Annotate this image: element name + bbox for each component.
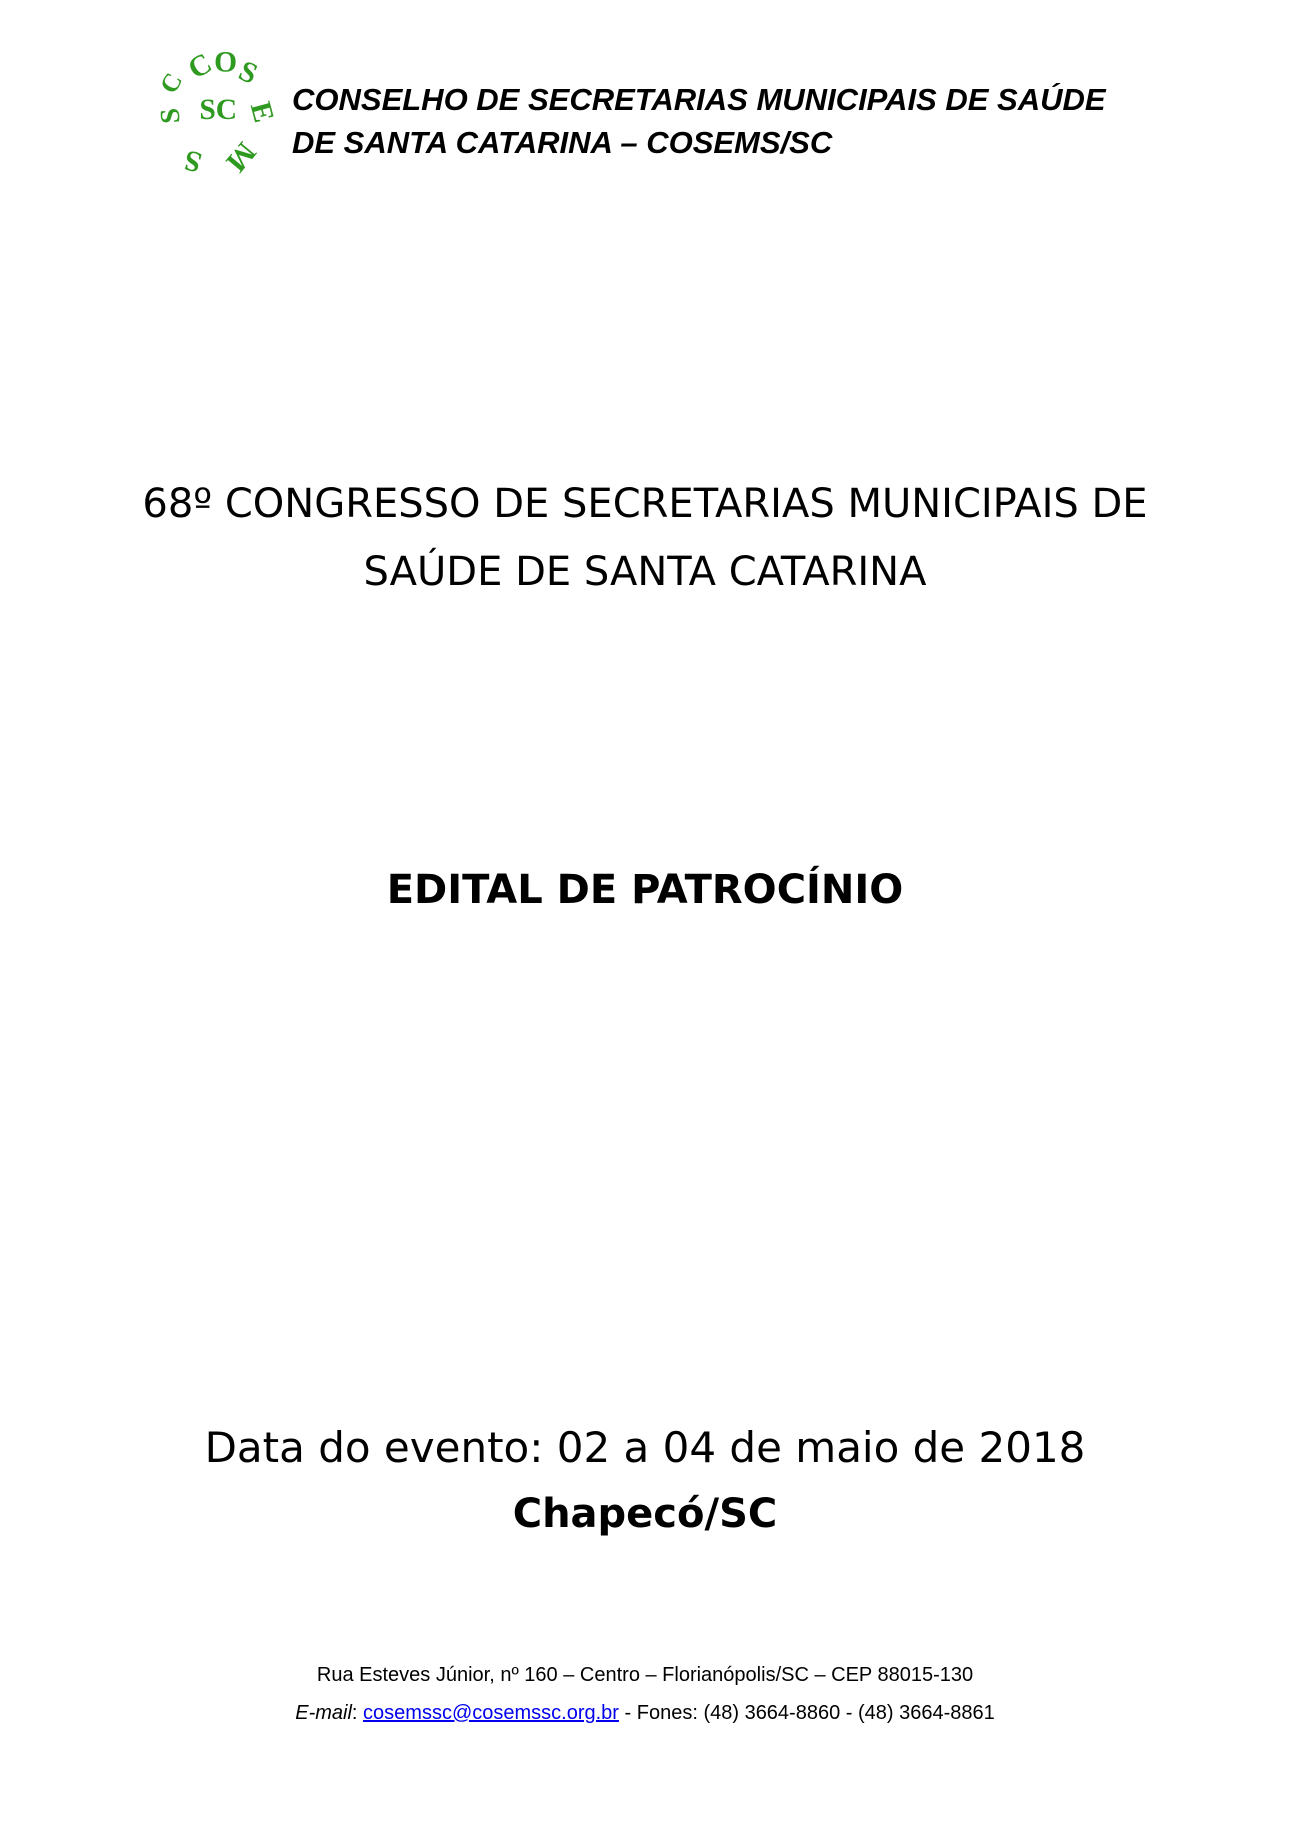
event-date: Data do evento: 02 a 04 de maio de 2018 bbox=[204, 1423, 1086, 1472]
cosems-sc-logo bbox=[153, 46, 280, 179]
footer bbox=[0, 1656, 1290, 1732]
document-type-heading: EDITAL DE PATROCÍNIO bbox=[386, 867, 904, 913]
footer-contact bbox=[0, 1694, 1290, 1732]
congress-title-line1: 68º CONGRESSO DE SECRETARIAS MUNICIPAIS DE bbox=[142, 481, 1148, 527]
footer-address: Rua Esteves Júnior, nº 160 – Centro – Florianópolis/SC – CEP 88015-130 bbox=[316, 1664, 974, 1686]
congress-title-line2: SAÚDE DE SANTA CATARINA bbox=[363, 549, 927, 595]
event-city: Chapecó/SC bbox=[512, 1491, 778, 1537]
organization-name-line2: DE SANTA CATARINA – COSEMS/SC bbox=[292, 125, 833, 160]
email-label: E-mail bbox=[295, 1702, 352, 1724]
letterhead bbox=[153, 46, 1140, 179]
svg-text:C: C bbox=[153, 67, 189, 99]
svg-text:S: S bbox=[153, 106, 186, 125]
svg-text:M: M bbox=[219, 135, 262, 178]
svg-text:C: C bbox=[182, 47, 218, 86]
email-link[interactable]: cosemssc@cosemssc.org.br bbox=[363, 1702, 619, 1724]
email-separator: : bbox=[351, 1702, 364, 1724]
svg-text:S: S bbox=[233, 54, 263, 91]
svg-text:E: E bbox=[243, 98, 280, 126]
congress-title bbox=[0, 470, 1290, 606]
organization-name bbox=[292, 78, 1106, 164]
footer-phones: - Fones: (48) 3664-8860 - (48) 3664-8861 bbox=[618, 1702, 995, 1724]
svg-text:O: O bbox=[214, 46, 238, 79]
svg-text:SC: SC bbox=[199, 93, 238, 126]
organization-name-line1: CONSELHO DE SECRETARIAS MUNICIPAIS DE SAÚDE bbox=[292, 82, 1106, 117]
svg-text:S: S bbox=[180, 143, 206, 179]
